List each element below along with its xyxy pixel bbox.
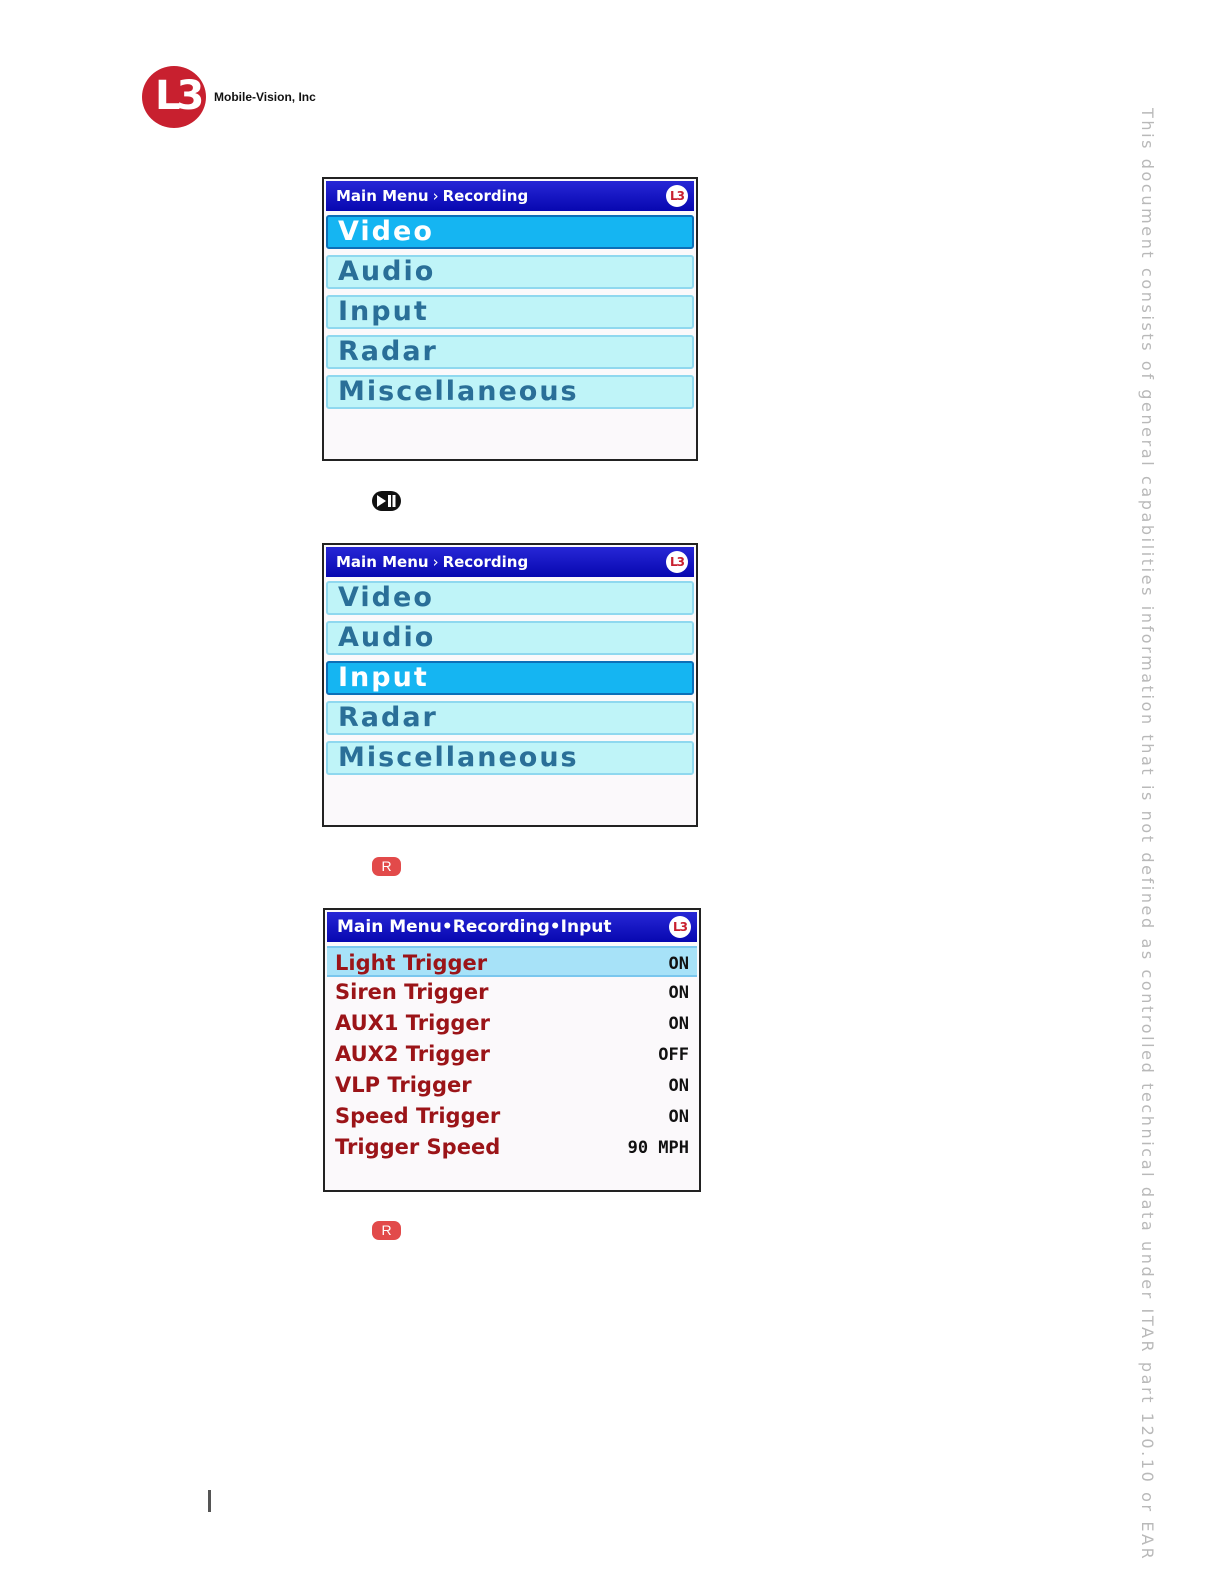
breadcrumb-chevron-icon: › — [432, 187, 439, 205]
setting-label: Trigger Speed — [335, 1135, 501, 1159]
setting-row-speed-trigger[interactable] — [327, 1101, 697, 1132]
l3-badge-icon: L3 — [666, 185, 688, 207]
setting-value: ON — [668, 1076, 689, 1096]
menu-item-radar[interactable]: Radar — [326, 335, 694, 369]
breadcrumb-recording: Recording — [442, 187, 529, 205]
setting-value: ON — [668, 983, 689, 1003]
screen-titlebar — [326, 181, 694, 211]
screen-titlebar — [326, 547, 694, 577]
menu-item-miscellaneous[interactable]: Miscellaneous — [326, 375, 694, 409]
breadcrumb-chevron-icon: › — [432, 553, 439, 571]
setting-row-siren-trigger[interactable] — [327, 977, 697, 1008]
menu-list — [326, 581, 694, 775]
setting-label: Light Trigger — [335, 951, 488, 975]
setting-value: ON — [668, 1014, 689, 1034]
l3-badge-icon: L3 — [666, 551, 688, 573]
setting-row-aux1-trigger[interactable] — [327, 1008, 697, 1039]
dvr-screen-recording-menu-1 — [322, 177, 698, 461]
l3-logo-mark — [142, 66, 206, 128]
menu-item-audio[interactable]: Audio — [326, 255, 694, 289]
setting-label: VLP Trigger — [335, 1073, 472, 1097]
menu-item-video[interactable]: Video — [326, 581, 694, 615]
footer-divider — [208, 1490, 211, 1512]
menu-item-radar[interactable]: Radar — [326, 701, 694, 735]
setting-row-vlp-trigger[interactable] — [327, 1070, 697, 1101]
setting-row-light-trigger[interactable] — [327, 946, 697, 977]
setting-value: OFF — [658, 1045, 689, 1065]
play-pause-icon — [372, 491, 401, 511]
menu-item-input[interactable]: Input — [326, 661, 694, 695]
menu-item-audio[interactable]: Audio — [326, 621, 694, 655]
export-control-notice: This document consists of general capabilities information that is not defined as controlled technical data under ITAR part 120.10 or EAR — [1138, 108, 1157, 1562]
company-name: Mobile-Vision, Inc — [214, 90, 316, 104]
setting-value: ON — [668, 954, 689, 974]
menu-list — [326, 215, 694, 409]
setting-value: ON — [668, 1107, 689, 1127]
screen-title: Main Menu•Recording•Input — [337, 917, 612, 937]
dvr-screen-input-settings — [323, 908, 701, 1192]
record-button-icon: R — [372, 857, 401, 876]
menu-item-miscellaneous[interactable]: Miscellaneous — [326, 741, 694, 775]
breadcrumb-main-menu: Main Menu — [336, 553, 429, 571]
menu-item-video[interactable]: Video — [326, 215, 694, 249]
setting-value: 90 MPH — [627, 1138, 689, 1158]
breadcrumb-recording: Recording — [442, 553, 529, 571]
record-button-icon: R — [372, 1221, 401, 1240]
setting-label: AUX1 Trigger — [335, 1011, 491, 1035]
setting-label: AUX2 Trigger — [335, 1042, 491, 1066]
breadcrumb-main-menu: Main Menu — [336, 187, 429, 205]
setting-label: Siren Trigger — [335, 980, 489, 1004]
setting-label: Speed Trigger — [335, 1104, 501, 1128]
setting-row-trigger-speed[interactable] — [327, 1132, 697, 1163]
menu-item-input[interactable]: Input — [326, 295, 694, 329]
l3-badge-icon: L3 — [669, 916, 691, 938]
company-logo — [142, 66, 342, 130]
settings-list — [327, 946, 697, 1163]
screen-titlebar — [327, 912, 697, 942]
logo-mark-text: L3 — [155, 73, 201, 119]
dvr-screen-recording-menu-2 — [322, 543, 698, 827]
setting-row-aux2-trigger[interactable] — [327, 1039, 697, 1070]
